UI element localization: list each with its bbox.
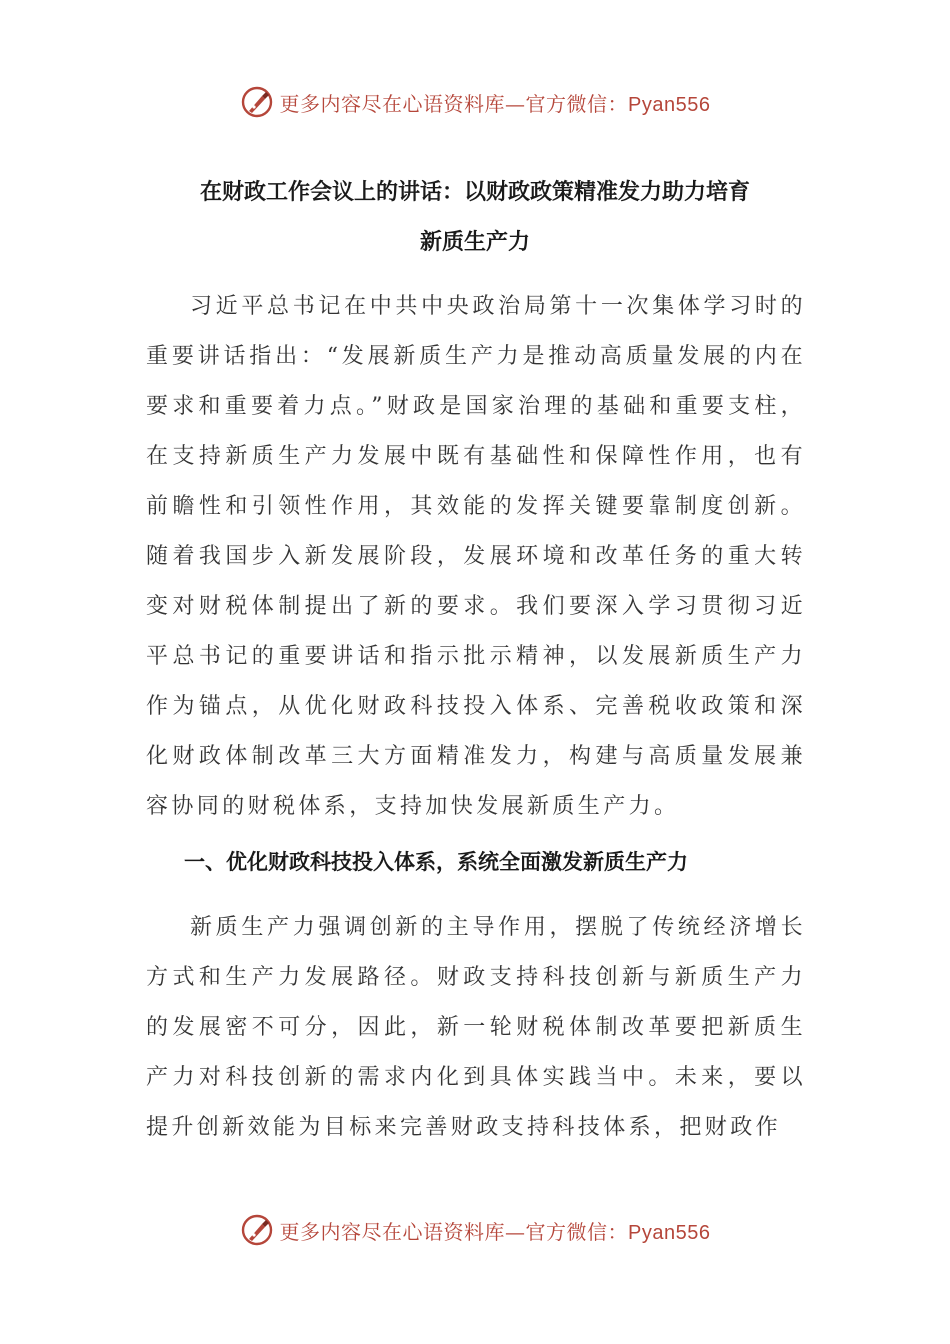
- document-title-line2: 新质生产力: [419, 230, 530, 255]
- body-paragraph-1: 习近平总书记在中共中央政治局第十一次集体学习时的重要讲话指出：“发展新质生产力是推动高质量发展的内在要求和重要着力点。”财政是国家治理的基础和重要支柱，在支持新质生产力发展中既有基础性和保障性作用，也有前瞻性和引领性作用，其效能的发挥关键要靠制度创新。随着我国步入新发展阶段，发展环境和改革任务的重大转变对财税体制提出了新的要求。我们要深入学习贯彻习近平总书记的重要讲话和指示批示精神，以发展新质生产力作为锚点，从优化财政科技投入体系、完善税收政策和深化财政体制改革三大方面精准发力，构建与高质量发展兼容协同的财税体系，支持加快发展新质生产力。: [146, 294, 806, 819]
- pen-nib-logo-icon: [240, 85, 274, 119]
- section-heading-1: 一、优化财政科技投入体系，系统全面激发新质生产力: [184, 850, 688, 874]
- header-watermark: [0, 82, 950, 122]
- watermark-text: 更多内容尽在心语资料库—官方微信：Pyan556: [279, 91, 711, 116]
- body-paragraph-2: 新质生产力强调创新的主导作用，摆脱了传统经济增长方式和生产力发展路径。财政支持科技创新与新质生产力的发展密不可分，因此，新一轮财税体制改革要把新质生产力对科技创新的需求内化到具体实践当中。未来，要以提升创新效能为目标来完善财政支持科技体系，把财政作: [146, 915, 806, 1140]
- watermark-text: 更多内容尽在心语资料库—官方微信：Pyan556: [279, 1219, 711, 1244]
- document-title-line1: 在财政工作会议上的讲话：以财政政策精准发力助力培育: [199, 180, 750, 205]
- wechat-id: Pyan556: [628, 93, 711, 116]
- wechat-id: Pyan556: [628, 1221, 711, 1244]
- pen-nib-logo-icon: [240, 1213, 274, 1247]
- footer-watermark: [0, 1210, 950, 1250]
